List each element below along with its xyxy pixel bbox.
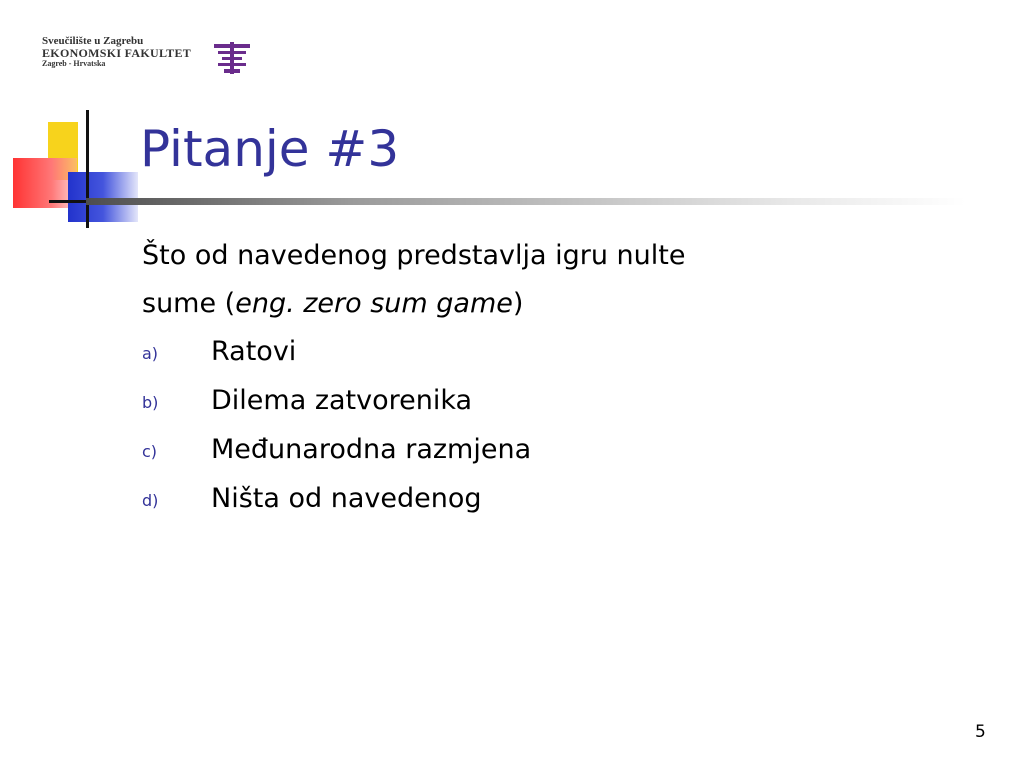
slide-content xyxy=(142,232,962,524)
ornament-vertical-line xyxy=(86,110,89,228)
logo-faculty: EKONOMSKI FAKULTET xyxy=(42,46,192,60)
faculty-logo xyxy=(42,36,256,78)
logo-location: Zagreb - Hrvatska xyxy=(42,59,106,68)
page-number: 5 xyxy=(975,722,986,742)
option-letter: d) xyxy=(142,491,159,510)
ornament-blue-square xyxy=(68,172,138,222)
question-english-term: eng. zero sum game xyxy=(235,288,513,319)
option-letter: c) xyxy=(142,442,158,461)
question-line-1: Što od navedenog predstavlja igru nulte xyxy=(142,240,686,271)
option-letter: b) xyxy=(142,393,159,412)
question-text xyxy=(142,232,962,328)
faculty-emblem-icon xyxy=(212,40,252,76)
option-label: Ništa od navedenog xyxy=(211,483,482,514)
answer-options xyxy=(142,328,962,524)
option-letter: a) xyxy=(142,344,159,363)
question-line-2-prefix: sume ( xyxy=(142,288,236,319)
title-divider xyxy=(86,198,966,205)
answer-option-c xyxy=(142,426,962,475)
logo-text xyxy=(42,36,191,69)
option-label: Ratovi xyxy=(211,336,297,367)
question-line-2-suffix: ) xyxy=(512,288,524,319)
option-label: Dilema zatvorenika xyxy=(211,385,473,416)
option-label: Međunarodna razmjena xyxy=(211,434,532,465)
answer-option-d xyxy=(142,475,962,524)
answer-option-a xyxy=(142,328,962,377)
slide-title: Pitanje #3 xyxy=(140,120,400,178)
logo-university: Sveučilište u Zagrebu xyxy=(42,35,144,47)
answer-option-b xyxy=(142,377,962,426)
